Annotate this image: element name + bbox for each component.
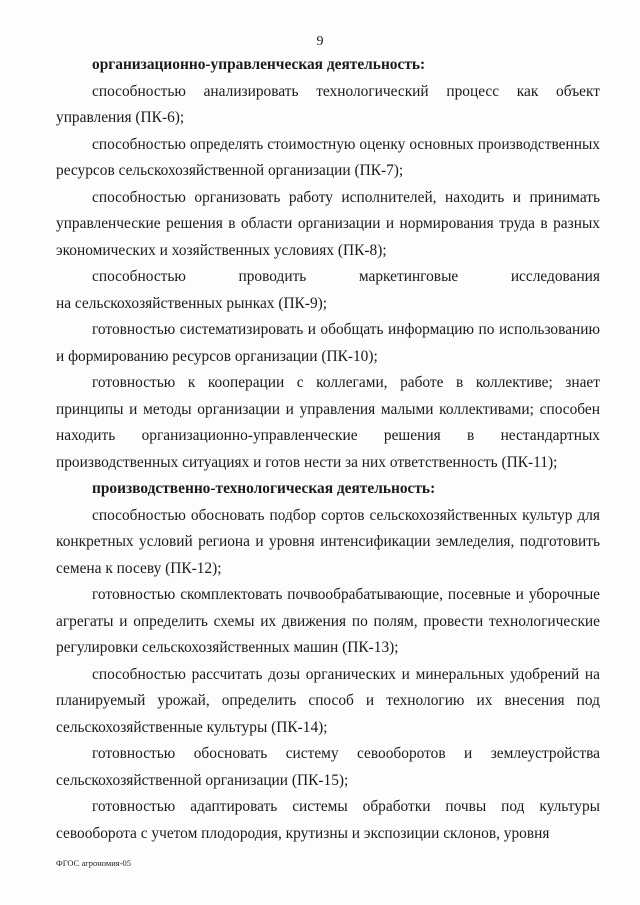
footer-note: ФГОС агрономия-05 [56, 858, 132, 868]
paragraph-pk11: готовностью к кооперации с коллегами, работе в коллективе; знает принципы и методы организации и управления малыми коллективами; способен находить организационно-управленческие решения в нестандартных производственных ситуациях и готов нести за них ответственность (ПК-11); [56, 374, 600, 471]
word: исследования [510, 268, 600, 285]
word: готовностью [92, 745, 176, 762]
word: севооборотов [357, 745, 446, 762]
word: систему [285, 745, 339, 762]
paragraph-pk14: способностью рассчитать дозы органических и минеральных удобрений на планируемый урожай, определить способ и технологию их внесения под сельскохозяйственные культуры (ПК-14); [56, 665, 600, 736]
paragraph-pk9 [56, 264, 600, 317]
page-number: 9 [316, 34, 324, 49]
word: и [464, 745, 473, 762]
word: маркетинговые [358, 268, 459, 285]
document-body [56, 52, 600, 847]
paragraph-pk12: способностью обосновать подбор сортов сельскохозяйственных культур для конкретных условий региона и уровня интенсификации земледелия, подготовить семена к посеву (ПК-12); [56, 506, 600, 577]
section-heading: производственно-технологическая деятельность: [92, 480, 436, 497]
paragraph-pk9-first-line [56, 264, 600, 291]
paragraph-pk9-rest: на сельскохозяйственных рынках (ПК-9); [56, 294, 328, 312]
paragraph-pk10: готовностью систематизировать и обобщать информацию по использованию и формированию ресурсов организации (ПК-10); [56, 321, 600, 365]
word: проводить [238, 268, 307, 285]
paragraph-pk16-start: готовностью адаптировать системы обработки почвы под культуры севооборота с учетом плодородия, крутизны и экспозиции склонов, уровня [56, 798, 600, 842]
word: обосновать [193, 745, 268, 762]
paragraph-pk7: способностью определять стоимостную оценку основных производственных ресурсов сельскохозяйственной организации (ПК-7); [56, 135, 600, 179]
section-heading: организационно-управленческая деятельность: [92, 56, 426, 73]
word: землеустройства [490, 745, 600, 762]
word: способностью [92, 268, 186, 285]
paragraph-pk15 [56, 741, 600, 794]
paragraph-pk13: готовностью скомплектовать почвообрабатывающие, посевные и уборочные агрегаты и определить схемы их движения по полям, провести технологические регулировки сельскохозяйственных машин (ПК-13); [56, 586, 600, 656]
paragraph-pk8: способностью организовать работу исполнителей, находить и принимать управленческие решения в области организации и нормирования труда в разных экономических и хозяйственных условиях (ПК-8); [56, 188, 600, 259]
paragraph-pk6: способностью анализировать технологический процесс как объект управления (ПК-6); [56, 82, 600, 126]
paragraph-pk15-first-line [56, 741, 600, 768]
paragraph-pk15-rest: сельскохозяйственной организации (ПК-15); [56, 771, 349, 789]
